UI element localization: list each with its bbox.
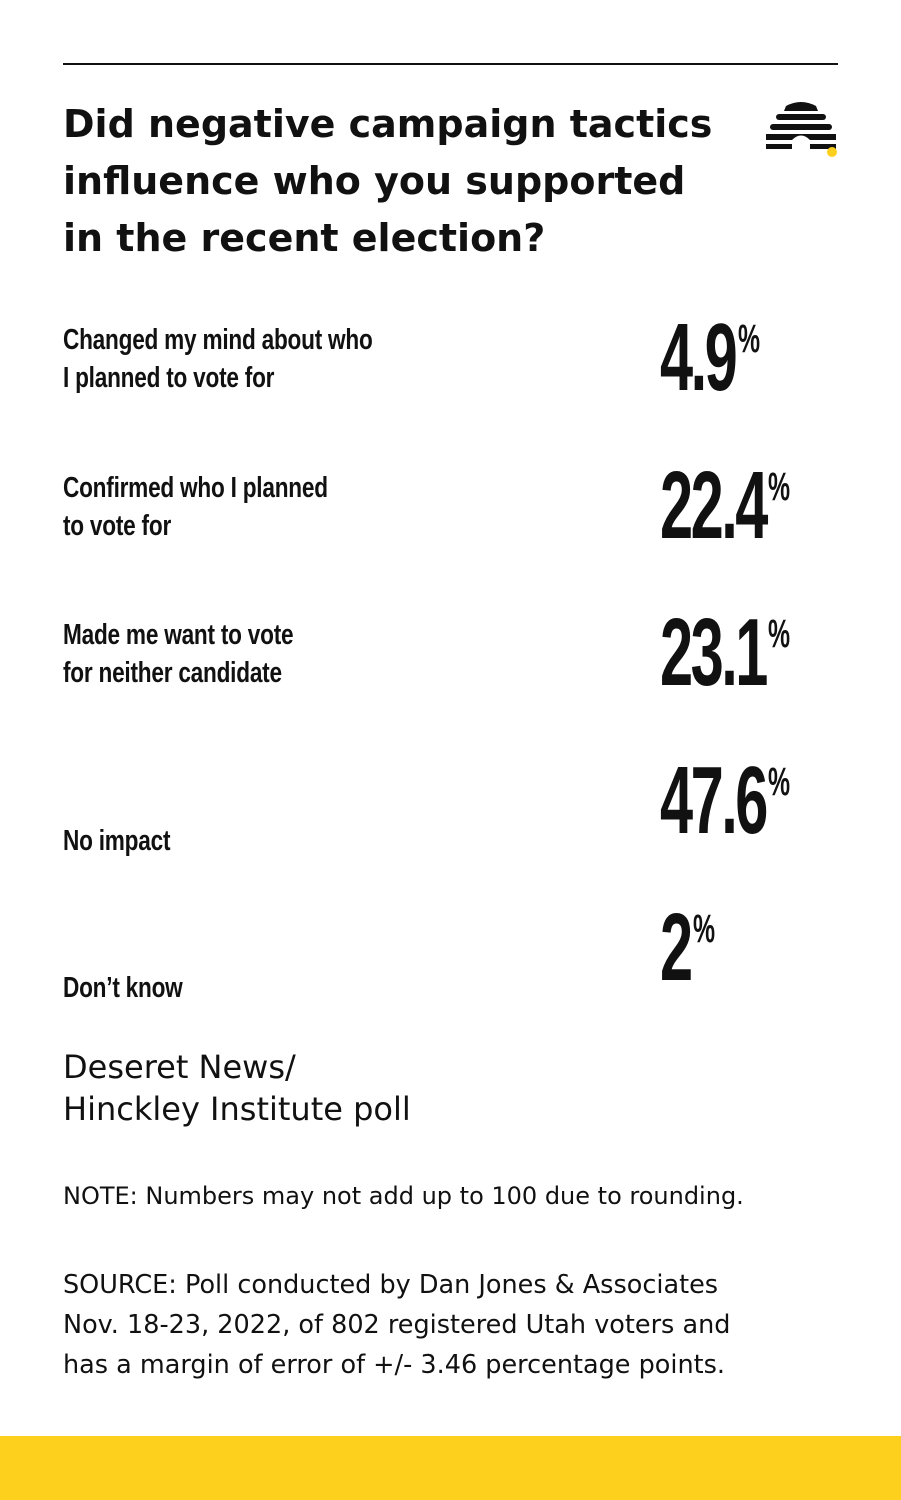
result-value (660, 599, 803, 706)
beehive-icon (762, 100, 840, 160)
result-value (660, 894, 729, 1001)
result-row (63, 747, 838, 857)
result-row (63, 599, 838, 708)
result-value (660, 747, 803, 854)
result-number: 22.4 (660, 452, 766, 559)
chart-title: Did negative campaign tactics influence who you supported in the recent election? (63, 102, 713, 260)
rounding-note: NOTE: Numbers may not add up to 100 due to rounding. (63, 1182, 744, 1210)
result-number: 4.9 (660, 304, 736, 411)
poll-credit: Deseret News/ Hinckley Institute poll (63, 1048, 411, 1128)
result-label: No impact (63, 825, 171, 857)
result-row (63, 304, 838, 413)
result-value (660, 304, 773, 411)
bottom-accent-bar (0, 1436, 901, 1500)
result-value (660, 452, 803, 559)
result-label: Changed my mind about who I planned to vote for (63, 324, 373, 394)
percent-sign: % (767, 612, 790, 656)
result-number: 23.1 (660, 599, 766, 706)
result-number: 47.6 (660, 747, 766, 854)
source-note: SOURCE: Poll conducted by Dan Jones & Associates Nov. 18-23, 2022, of 802 registered Utah voters and has a margin of error of +/- 3.46 percentage points. (63, 1270, 731, 1380)
percent-sign: % (767, 760, 790, 804)
result-label: Made me want to vote for neither candidate (63, 619, 294, 689)
percent-sign: % (693, 907, 716, 951)
result-number: 2 (660, 894, 691, 1001)
top-divider (63, 63, 838, 65)
percent-sign: % (737, 317, 760, 361)
result-row (63, 452, 838, 561)
result-label: Confirmed who I planned to vote for (63, 472, 328, 542)
percent-sign: % (767, 465, 790, 509)
result-row (63, 894, 838, 1004)
result-label: Don’t know (63, 972, 183, 1004)
